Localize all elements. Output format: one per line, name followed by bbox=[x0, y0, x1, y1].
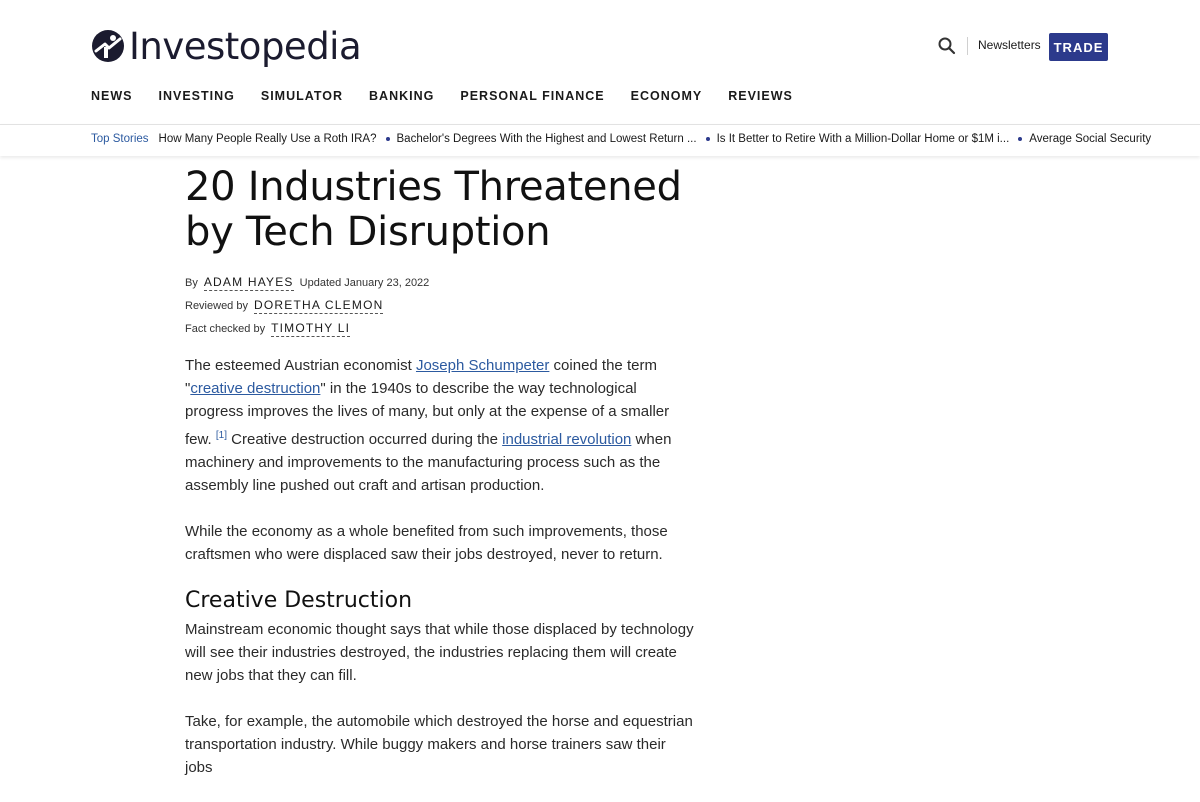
nav-item-economy[interactable]: ECONOMY bbox=[630, 89, 703, 103]
top-stories-bar bbox=[0, 124, 1200, 156]
text: when machinery and improvements to the manufacturing process such as the assembly line pushed out craft and artisan production. bbox=[185, 431, 672, 494]
top-stories-clip bbox=[0, 125, 1152, 157]
site-header bbox=[0, 0, 1200, 124]
article-body bbox=[185, 354, 695, 779]
joseph-schumpeter-link[interactable]: Joseph Schumpeter bbox=[415, 357, 550, 374]
nav-item-news[interactable]: NEWS bbox=[91, 89, 133, 103]
section-heading: Creative Destruction bbox=[185, 588, 413, 613]
bullet-separator bbox=[706, 137, 710, 141]
citation-link[interactable]: [1] bbox=[215, 430, 227, 441]
paragraph bbox=[185, 354, 695, 497]
article-title: 20 Industries Threatened by Tech Disruption bbox=[185, 164, 682, 255]
search-icon[interactable] bbox=[937, 36, 957, 56]
author-link[interactable]: ADAM HAYES bbox=[203, 274, 294, 289]
citation bbox=[216, 427, 227, 441]
top-stories-label: Top Stories bbox=[91, 133, 149, 145]
top-story-item[interactable]: How Many People Really Use a Roth IRA? bbox=[158, 133, 377, 145]
main-nav bbox=[91, 89, 819, 103]
nav-item-personal-finance[interactable]: PERSONAL FINANCE bbox=[460, 89, 605, 103]
nav-item-reviews[interactable]: REVIEWS bbox=[728, 89, 793, 103]
header-divider bbox=[967, 37, 968, 55]
trade-button[interactable]: TRADE bbox=[1049, 33, 1108, 61]
investopedia-logo-icon bbox=[91, 29, 125, 63]
article bbox=[185, 165, 695, 802]
top-story-item[interactable]: Average Social Security bbox=[1029, 133, 1152, 145]
creative-destruction-link[interactable]: creative destruction bbox=[190, 380, 321, 397]
top-stories-list bbox=[91, 133, 1151, 145]
updated-date: Updated January 23, 2022 bbox=[299, 276, 430, 289]
factchecker-link[interactable]: TIMOTHY LI bbox=[271, 320, 351, 335]
paragraph: Take, for example, the automobile which destroyed the horse and equestrian transportation industry. While buggy makers and horse trainers saw their jobs bbox=[185, 713, 693, 776]
text: The esteemed Austrian economist bbox=[185, 357, 416, 374]
industrial-revolution-link[interactable]: industrial revolution bbox=[502, 431, 632, 448]
author-row bbox=[185, 271, 695, 294]
newsletters-link[interactable]: Newsletters bbox=[978, 38, 1041, 52]
nav-item-investing[interactable]: INVESTING bbox=[158, 89, 235, 103]
logo-wordmark: Investopedia bbox=[129, 24, 362, 68]
paragraph: Mainstream economic thought says that while those displaced by technology will see their industries destroyed, the industries replacing them will create new jobs that they can fill. bbox=[185, 621, 694, 684]
top-story-item[interactable]: Is It Better to Retire With a Million-Dollar Home or $1M i... bbox=[716, 133, 1010, 145]
text: coined the term " bbox=[185, 357, 657, 397]
bullet-separator bbox=[386, 137, 390, 141]
text: Creative destruction occurred during the bbox=[226, 431, 503, 448]
bullet-separator bbox=[1018, 137, 1022, 141]
nav-item-banking[interactable]: BANKING bbox=[369, 89, 435, 103]
reviewed-label: Reviewed by bbox=[185, 299, 248, 312]
text: " in the 1940s to describe the way technological progress improves the lives of many, but only at the expense of a smaller few. bbox=[185, 380, 670, 448]
reviewer-row bbox=[185, 294, 695, 317]
by-label: By bbox=[185, 276, 198, 289]
top-story-item[interactable]: Bachelor's Degrees With the Highest and Lowest Return ... bbox=[396, 133, 697, 145]
factcheck-label: Fact checked by bbox=[185, 322, 266, 335]
reviewer-link[interactable]: DORETHA CLEMON bbox=[253, 297, 384, 312]
paragraph: While the economy as a whole benefited from such improvements, those craftsmen who were displaced saw their jobs destroyed, never to return. bbox=[185, 523, 668, 563]
byline bbox=[185, 271, 695, 340]
site-logo[interactable] bbox=[91, 24, 361, 68]
nav-item-simulator[interactable]: SIMULATOR bbox=[260, 89, 344, 103]
factcheck-row bbox=[185, 317, 695, 340]
